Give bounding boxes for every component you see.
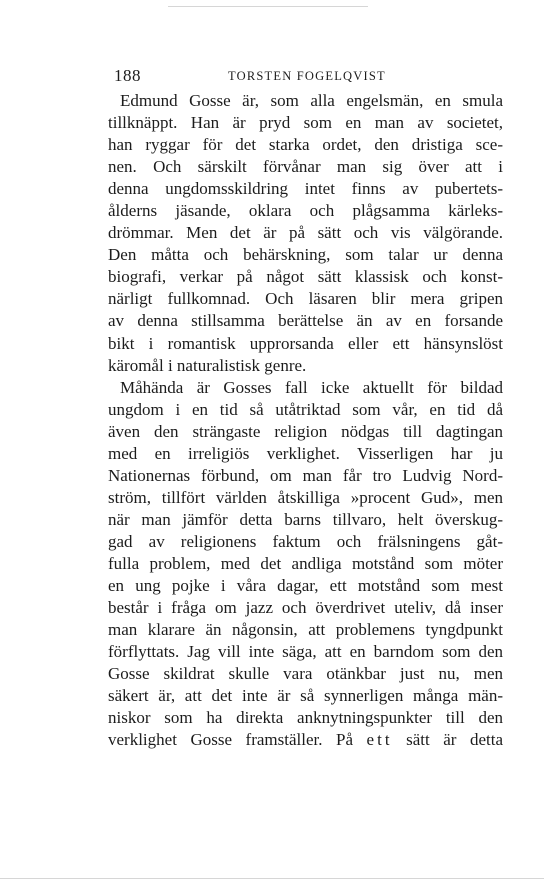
page-header [108, 66, 503, 90]
body-text [108, 90, 503, 751]
text-line: Den måtta och behärskning, som talar ur denna [108, 245, 503, 265]
text-line: ålderns jäsande, oklara och plågsamma kärleks- [108, 201, 503, 221]
text-line: Gosse skildrat skulle vara otänkbar just nu, men [108, 664, 503, 684]
emphasized-word: ett [366, 730, 393, 750]
text-line: käromål i naturalistisk genre. [108, 355, 307, 375]
text-line: Nationernas förbund, om man får tro Ludvig Nord- [108, 465, 503, 485]
text-line: Måhända är Gosses fall icke aktuellt för bildad [120, 377, 503, 397]
running-title: TORSTEN FOGELQVIST [228, 69, 386, 83]
text-line: ungdom i en tid så utåtriktad som vår, en tid då [108, 399, 503, 419]
text-line-final [108, 729, 503, 751]
text-line: Edmund Gosse är, som alla engelsmän, en smula [120, 91, 503, 110]
text-line: närligt fullkomnad. Och läsaren blir mera gripen [108, 289, 503, 309]
text-line: biografi, verkar på något sätt klassisk och konst- [108, 267, 503, 287]
text-line: tillknäppt. Han är pryd som en man av societet, [108, 113, 503, 133]
text-line: drömmar. Men det är på sätt och vis välgörande. [108, 223, 503, 243]
text-line: nen. Och särskilt förvånar man sig över att i [108, 157, 503, 177]
text-line: förflyttats. Jag vill inte säga, att en barndom som den [108, 642, 503, 662]
text-line: även den strängaste religion nödgas till dagtingan [108, 421, 503, 441]
text-fragment: verklighet Gosse framställer. På [108, 730, 354, 750]
text-line: säkert är, att det inte är så synnerligen många män- [108, 686, 503, 706]
text-line: bikt i romantisk upprorsanda eller ett hänsynslöst [108, 333, 503, 353]
text-line: niskor som ha direkta anknytningspunkter till den [108, 708, 503, 728]
text-line: denna ungdomsskildring intet finns av pubertets- [108, 179, 503, 199]
bottom-edge-mark [0, 878, 544, 879]
text-line: består i fråga om jazz och överdrivet uteliv, då inser [108, 598, 503, 618]
text-line: med en irreligiös verklighet. Visserligen har ju [108, 443, 503, 463]
text-fragment: sätt är detta [406, 730, 503, 750]
text-line: han ryggar för det starka ordet, den dristiga sce- [108, 135, 503, 155]
text-line: ström, tillfört världen åtskilliga »procent Gud», men [108, 487, 503, 507]
text-line: när man jämför detta barns tillvaro, helt överskug- [108, 509, 503, 529]
text-line: av denna stillsamma berättelse än av en forsande [108, 311, 503, 331]
text-line: man klarare än någonsin, att problemens tyngdpunkt [108, 620, 503, 640]
text-line: en ung pojke i våra dagar, ett motstånd som mest [108, 576, 503, 596]
top-edge-mark [168, 6, 368, 7]
text-line: fulla problem, med det andliga motstånd som möter [108, 553, 503, 573]
page-number: 188 [114, 66, 141, 85]
text-line: gad av religionens faktum och frälsningens gåt- [108, 531, 503, 551]
